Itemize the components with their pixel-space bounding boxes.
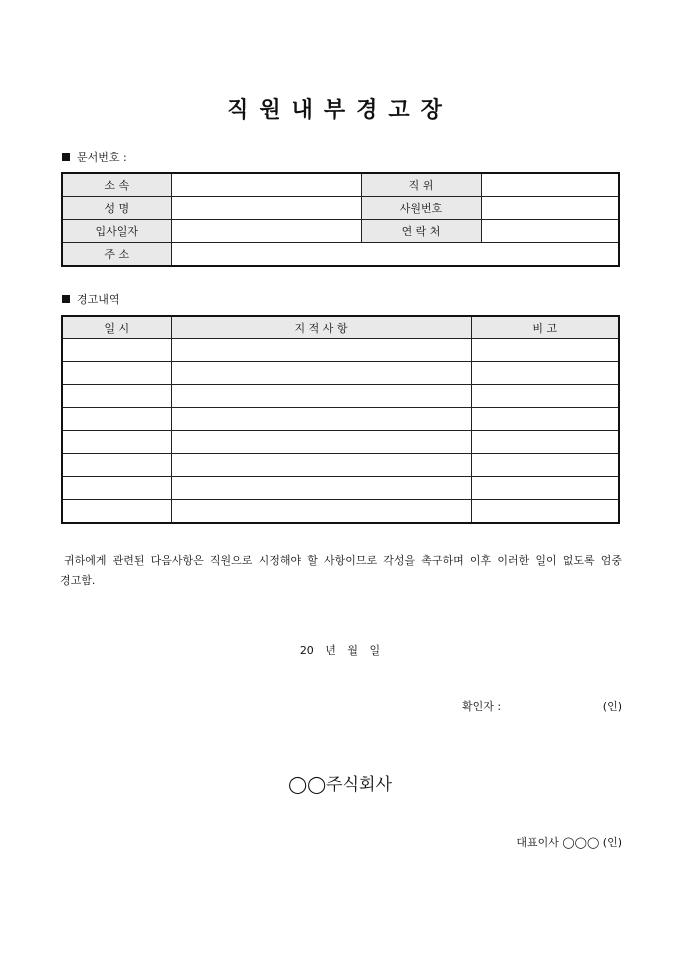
ceo-signature-line: 대표이사 ◯◯◯ (인): [516, 836, 622, 849]
employee-no-field[interactable]: [481, 197, 619, 220]
datetime-cell[interactable]: [62, 477, 171, 500]
column-header-remarks: 비 고: [471, 316, 619, 339]
column-header-datetime: 일 시: [62, 316, 171, 339]
issue-cell[interactable]: [171, 385, 471, 408]
doc-number-text: 문서번호 :: [77, 151, 127, 164]
name-label: 성 명: [62, 197, 171, 220]
affiliation-field[interactable]: [171, 173, 361, 197]
address-field[interactable]: [171, 243, 619, 267]
doc-number-label: [62, 151, 127, 165]
issue-cell[interactable]: [171, 477, 471, 500]
remarks-cell[interactable]: [471, 477, 619, 500]
warning-notice-text: 귀하에게 관련된 다음사항은 직원으로 시정해야 할 사항이므로 각성을 촉구하며 이후 이러한 일이 없도록 엄중 경고함.: [60, 554, 622, 587]
date-line: 20 년 월 일: [299, 644, 381, 657]
table-row: [62, 362, 619, 385]
column-header-issue: 지 적 사 항: [171, 316, 471, 339]
datetime-cell[interactable]: [62, 385, 171, 408]
table-row: [62, 408, 619, 431]
remarks-cell[interactable]: [471, 339, 619, 362]
table-row: [62, 197, 619, 220]
table-row: [62, 220, 619, 243]
company-name: ◯◯주식회사: [288, 775, 392, 795]
warning-section-text: 경고내역: [77, 293, 120, 306]
join-date-field[interactable]: [171, 220, 361, 243]
issue-cell[interactable]: [171, 408, 471, 431]
contact-field[interactable]: [481, 220, 619, 243]
datetime-cell[interactable]: [62, 454, 171, 477]
table-row: [62, 477, 619, 500]
table-row: [62, 454, 619, 477]
name-field[interactable]: [171, 197, 361, 220]
confirmer-line: [462, 698, 622, 714]
table-row: [62, 431, 619, 454]
remarks-cell[interactable]: [471, 362, 619, 385]
remarks-cell[interactable]: [471, 454, 619, 477]
document-title: 직원내부경고장: [227, 98, 453, 123]
remarks-cell[interactable]: [471, 408, 619, 431]
square-bullet-icon: [62, 295, 70, 303]
table-row: [62, 243, 619, 267]
seal-mark: (인): [602, 700, 622, 713]
issue-cell[interactable]: [171, 431, 471, 454]
position-label: 직 위: [361, 173, 481, 197]
table-row: [62, 500, 619, 524]
confirmer-label: 확인자 :: [462, 700, 502, 713]
table-row: [62, 339, 619, 362]
contact-label: 연 락 처: [361, 220, 481, 243]
employee-no-label: 사원번호: [361, 197, 481, 220]
table-row: [62, 173, 619, 197]
remarks-cell[interactable]: [471, 500, 619, 524]
warning-section-label: [62, 293, 120, 307]
address-label: 주 소: [62, 243, 171, 267]
join-date-label: 입사일자: [62, 220, 171, 243]
position-field[interactable]: [481, 173, 619, 197]
affiliation-label: 소 속: [62, 173, 171, 197]
table-header-row: [62, 316, 619, 339]
square-bullet-icon: [62, 153, 70, 161]
table-row: [62, 385, 619, 408]
datetime-cell[interactable]: [62, 408, 171, 431]
issue-cell[interactable]: [171, 339, 471, 362]
datetime-cell[interactable]: [62, 431, 171, 454]
warning-history-table: [61, 315, 620, 524]
datetime-cell[interactable]: [62, 362, 171, 385]
datetime-cell[interactable]: [62, 339, 171, 362]
issue-cell[interactable]: [171, 500, 471, 524]
remarks-cell[interactable]: [471, 431, 619, 454]
employee-info-table: [61, 172, 620, 267]
datetime-cell[interactable]: [62, 500, 171, 524]
issue-cell[interactable]: [171, 362, 471, 385]
issue-cell[interactable]: [171, 454, 471, 477]
remarks-cell[interactable]: [471, 385, 619, 408]
